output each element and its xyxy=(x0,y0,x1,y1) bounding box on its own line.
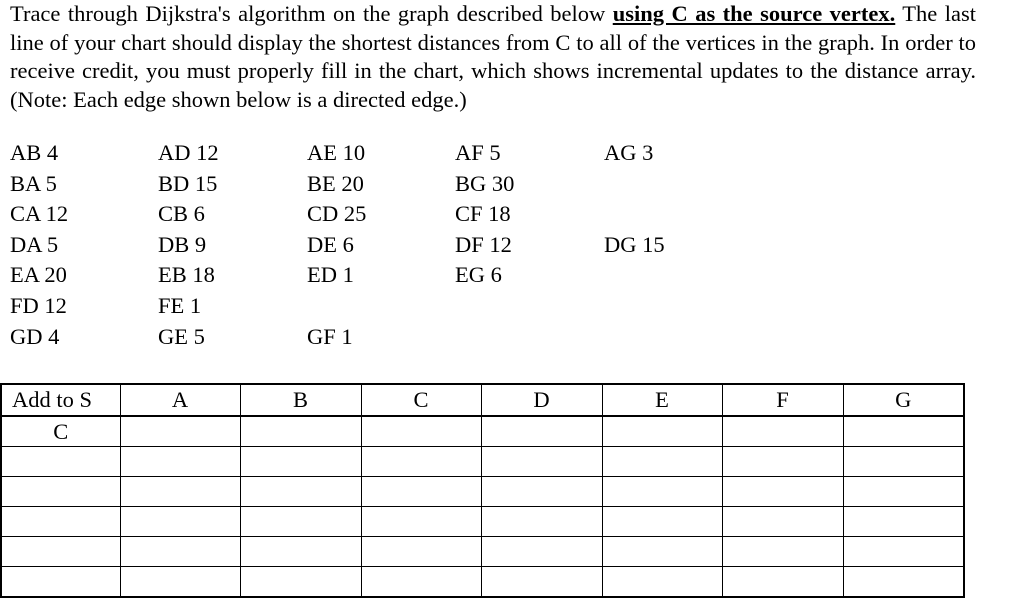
table-cell[interactable] xyxy=(240,507,361,537)
edge-item: GF 1 xyxy=(307,323,353,349)
table-cell[interactable] xyxy=(240,416,361,447)
edge-column xyxy=(307,138,447,352)
table-cell[interactable] xyxy=(240,477,361,507)
table-cell[interactable] xyxy=(120,447,240,477)
edge-item: BD 15 xyxy=(158,170,218,196)
edge-item xyxy=(455,322,595,353)
edge-item: GD 4 xyxy=(10,323,60,349)
edge-item: AG 3 xyxy=(604,140,654,165)
table-cell[interactable] xyxy=(481,447,602,477)
edge-item: CA 12 xyxy=(10,201,69,227)
table-cell[interactable] xyxy=(843,477,964,507)
edge-item: DB 9 xyxy=(158,231,207,257)
table-cell[interactable] xyxy=(843,507,964,537)
edge-item: DG 15 xyxy=(604,231,665,257)
edge-item xyxy=(604,322,744,353)
table-cell[interactable] xyxy=(602,477,722,507)
table-cell[interactable] xyxy=(120,416,240,447)
edge-item: DA 5 xyxy=(10,231,59,257)
table-header-row xyxy=(1,384,964,416)
table-cell[interactable] xyxy=(120,477,240,507)
table-cell[interactable]: C xyxy=(1,416,120,447)
table-cell[interactable] xyxy=(361,477,481,507)
column-header-d: D xyxy=(481,384,602,416)
table-cell[interactable] xyxy=(722,416,843,447)
table-cell[interactable] xyxy=(361,447,481,477)
edge-item: AF 5 xyxy=(455,140,501,165)
table-cell[interactable] xyxy=(722,477,843,507)
edge-item: BA 5 xyxy=(10,170,57,196)
column-header-e: E xyxy=(602,384,722,416)
table-row xyxy=(1,507,964,537)
table-cell[interactable] xyxy=(481,507,602,537)
table-cell[interactable] xyxy=(843,447,964,477)
edge-column xyxy=(455,138,595,352)
table-cell[interactable] xyxy=(1,567,120,598)
dijkstra-trace-table xyxy=(0,383,965,598)
table-cell[interactable] xyxy=(481,567,602,598)
instructions-text: Trace through Dijkstra's algorithm on the graph described below xyxy=(10,1,613,26)
edge-item: DE 6 xyxy=(307,231,354,257)
table-cell[interactable] xyxy=(602,447,722,477)
column-header-f: F xyxy=(722,384,843,416)
table-cell[interactable] xyxy=(120,537,240,567)
edge-item: AD 12 xyxy=(158,140,219,165)
table-cell[interactable] xyxy=(120,507,240,537)
table-cell[interactable] xyxy=(722,507,843,537)
column-header-add-to-s: Add to S xyxy=(1,384,120,416)
column-header-b: B xyxy=(240,384,361,416)
edge-item: GE 5 xyxy=(158,323,205,349)
table-cell[interactable] xyxy=(481,416,602,447)
table-cell[interactable] xyxy=(722,537,843,567)
table-cell[interactable] xyxy=(722,567,843,598)
table-cell[interactable] xyxy=(843,416,964,447)
edge-item: CB 6 xyxy=(158,201,205,227)
edge-item: FD 12 xyxy=(10,292,67,318)
table-row xyxy=(1,567,964,598)
table-row xyxy=(1,537,964,567)
column-header-a: A xyxy=(120,384,240,416)
edge-item: EA 20 xyxy=(10,262,67,288)
table-cell[interactable] xyxy=(240,567,361,598)
table-cell[interactable] xyxy=(481,477,602,507)
table-cell[interactable] xyxy=(602,416,722,447)
table-cell[interactable] xyxy=(1,477,120,507)
table-cell[interactable] xyxy=(120,567,240,598)
edge-item: CD 25 xyxy=(307,201,367,227)
column-header-c: C xyxy=(361,384,481,416)
edge-item xyxy=(307,291,447,322)
edge-item: BE 20 xyxy=(307,170,364,196)
instructions-paragraph xyxy=(10,0,976,114)
table-row xyxy=(1,477,964,507)
table-cell[interactable] xyxy=(361,537,481,567)
table-cell[interactable] xyxy=(722,447,843,477)
instructions-text-continued: The last line of your chart should display the shortest distances from C to all of the vertices in the graph. In order to receive credit, you must properly fill in the chart, which shows incremental updates to the distance array. (Note: Each edge shown below is a directed edge.) xyxy=(10,1,976,112)
edge-item: ED 1 xyxy=(307,262,354,288)
table-cell[interactable] xyxy=(602,567,722,598)
source-vertex-emphasis: using C as the source vertex. xyxy=(612,1,896,26)
edge-item: DF 12 xyxy=(455,231,512,257)
edge-item: AE 10 xyxy=(307,140,366,165)
edge-column xyxy=(10,138,150,352)
edge-column xyxy=(604,138,744,352)
edge-item: BG 30 xyxy=(455,170,515,196)
edge-item xyxy=(604,169,744,200)
edge-column xyxy=(158,138,298,352)
edge-item: FE 1 xyxy=(158,292,202,318)
table-row xyxy=(1,416,964,447)
table-cell[interactable] xyxy=(240,537,361,567)
edge-item: EG 6 xyxy=(455,262,502,288)
edge-item xyxy=(455,291,595,322)
table-cell[interactable] xyxy=(361,507,481,537)
table-cell[interactable] xyxy=(361,416,481,447)
table-cell[interactable] xyxy=(481,537,602,567)
table-cell[interactable] xyxy=(602,507,722,537)
table-cell[interactable] xyxy=(843,567,964,598)
table-cell[interactable] xyxy=(361,567,481,598)
edge-list xyxy=(10,138,910,358)
table-cell[interactable] xyxy=(1,447,120,477)
table-cell[interactable] xyxy=(1,537,120,567)
edge-item xyxy=(604,199,744,230)
table-cell[interactable] xyxy=(240,447,361,477)
edge-item: CF 18 xyxy=(455,201,511,227)
edge-item: AB 4 xyxy=(10,140,59,165)
table-cell[interactable] xyxy=(602,537,722,567)
table-cell[interactable] xyxy=(843,537,964,567)
column-header-g: G xyxy=(843,384,964,416)
edge-item: EB 18 xyxy=(158,262,215,288)
edge-item xyxy=(604,260,744,291)
table-row xyxy=(1,447,964,477)
table-cell[interactable] xyxy=(1,507,120,537)
edge-item xyxy=(604,291,744,322)
